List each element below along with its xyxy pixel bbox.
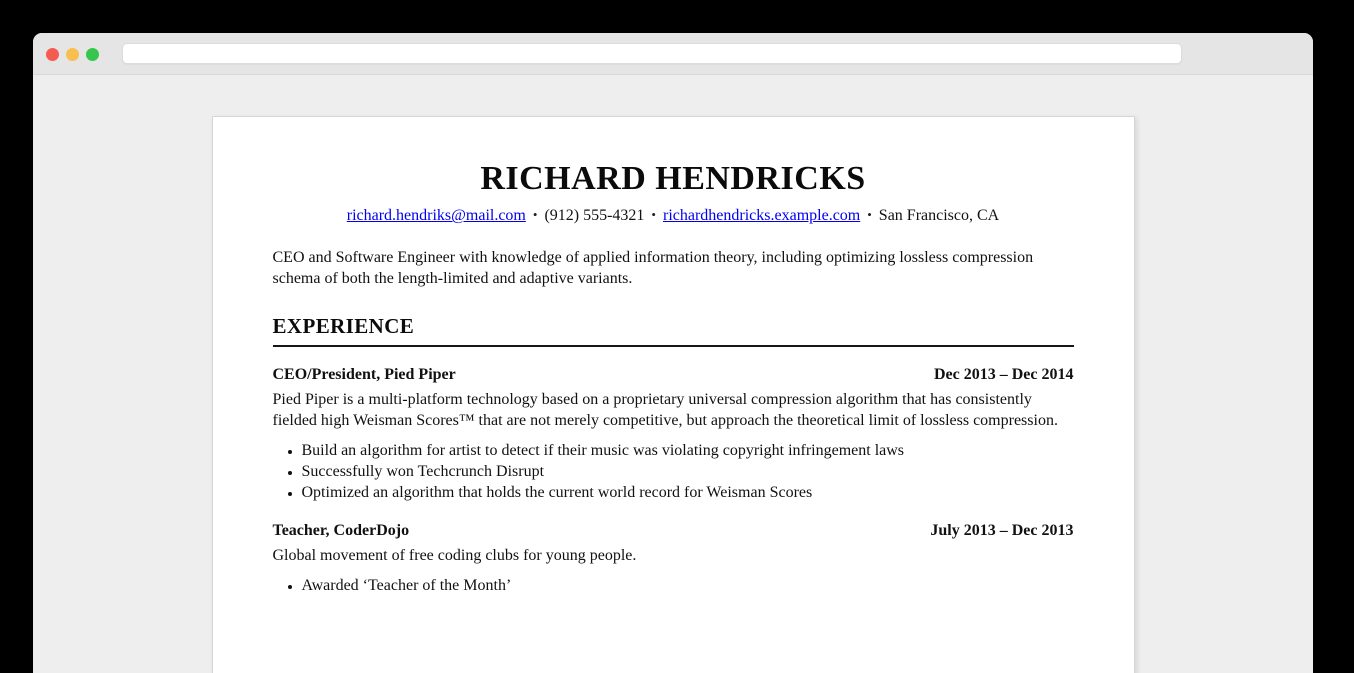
- contact-line: [273, 204, 1074, 226]
- job-dates: Dec 2013 – Dec 2014: [933, 366, 1074, 384]
- job-entry-coderdojo: [273, 520, 1074, 596]
- job-title: CEO/President, Pied Piper: [272, 366, 456, 384]
- close-button[interactable]: [46, 48, 59, 61]
- job-header: [273, 364, 1074, 385]
- section-heading-experience: EXPERIENCE: [273, 314, 1074, 347]
- browser-window: [33, 33, 1313, 673]
- contact-separator: •: [867, 207, 872, 223]
- window-controls: [46, 48, 99, 61]
- bullet-item: • Build an algorithm for artist to detect if their music was violating copyright infringement laws: [302, 440, 1074, 461]
- browser-viewport: [33, 75, 1313, 673]
- location-text: San Francisco, CA: [878, 207, 1000, 225]
- contact-separator: •: [651, 207, 656, 223]
- minimize-button[interactable]: [66, 48, 79, 61]
- contact-separator: •: [532, 207, 538, 223]
- phone-text: (912) 555-4321: [544, 207, 645, 225]
- bullet-item: • Optimized an algorithm that holds the current world record for Weisman Scores: [302, 482, 1074, 503]
- website-link[interactable]: richardhendricks.example.com: [662, 207, 861, 225]
- email-link[interactable]: richard.hendriks@mail.com: [346, 207, 526, 225]
- bullet-item: • Awarded ‘Teacher of the Month’: [302, 575, 1074, 596]
- job-bullet-list: [273, 440, 1074, 503]
- resume-name: RICHARD HENDRICKS: [480, 160, 866, 197]
- browser-toolbar: [33, 33, 1313, 75]
- job-header: [273, 520, 1074, 541]
- zoom-button[interactable]: [86, 48, 99, 61]
- job-bullet-list: [273, 575, 1074, 596]
- job-entry-pied-piper: [273, 364, 1074, 503]
- job-description: Pied Piper is a multi-platform technology based on a proprietary universal compression algorithm that has consistently fielded high Weisman Scores™ that are not merely competitive, but approach the theoretical limit of lossless compression.: [272, 391, 1058, 430]
- job-description: Global movement of free coding clubs for young people.: [272, 547, 637, 565]
- bullet-item: • Successfully won Techcrunch Disrupt: [302, 461, 1074, 482]
- job-dates: July 2013 – Dec 2013: [930, 522, 1074, 540]
- resume-document: [212, 116, 1135, 673]
- summary-paragraph: CEO and Software Engineer with knowledge of applied information theory, including optimizing lossless compression schema of both the length-limited and adaptive variants.: [272, 249, 1034, 288]
- job-title: Teacher, CoderDojo: [272, 522, 410, 540]
- address-bar[interactable]: [122, 43, 1182, 64]
